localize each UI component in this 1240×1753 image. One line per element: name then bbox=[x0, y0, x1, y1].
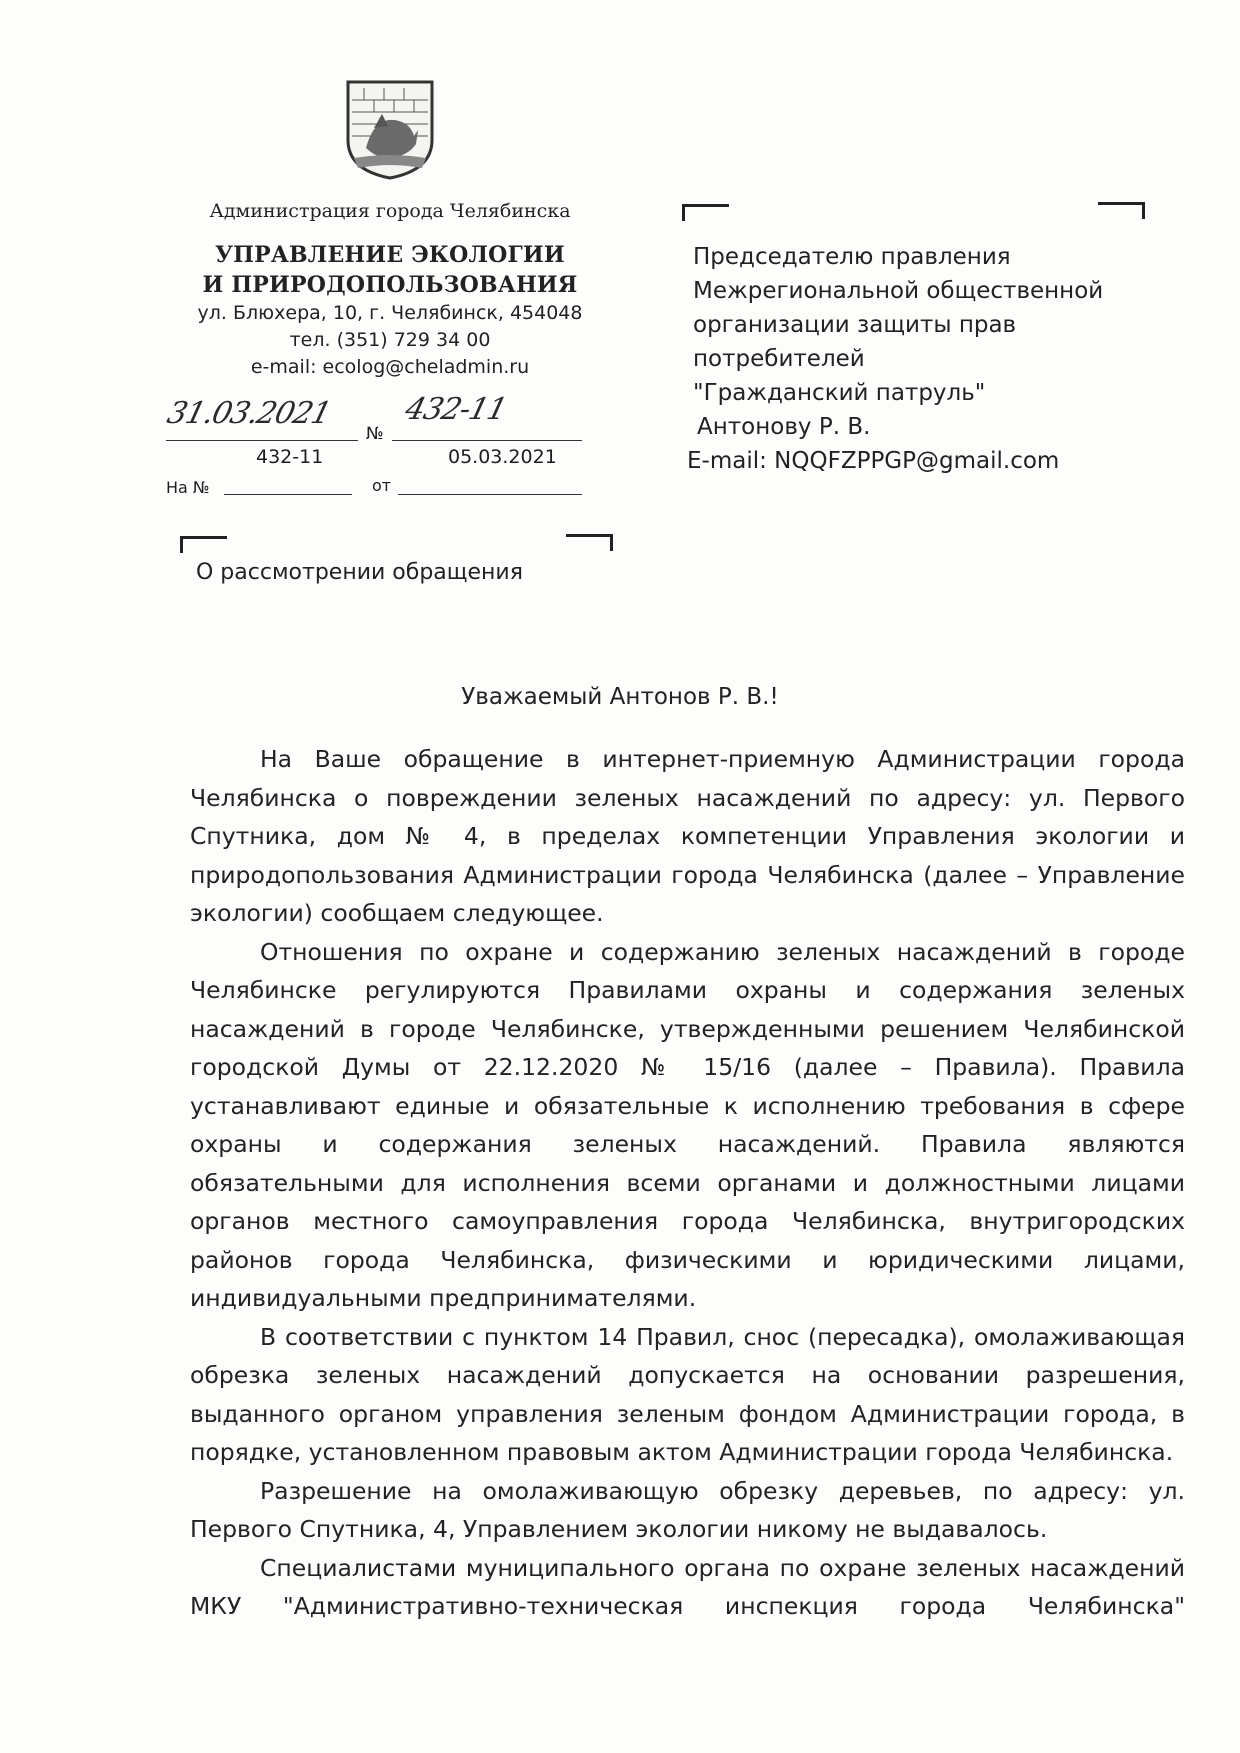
body-paragraph: В соответствии с пунктом 14 Правил, снос (пересадка), омолаживающая обрезка зеленых насаждений допускается на основании разрешения, выданного органом управления зеленым фондом Администрации города, в порядке, установленном правовым актом Администрации города Челябинска. bbox=[190, 1322, 1185, 1466]
coat-of-arms-icon bbox=[344, 78, 436, 180]
department-name-line2: И ПРИРОДОПОЛЬЗОВАНИЯ bbox=[202, 272, 578, 298]
department-email: e-mail: ecolog@cheladmin.ru bbox=[250, 356, 530, 378]
addressee-name: Антонову Р. В. bbox=[697, 414, 871, 440]
addressee-line: "Гражданский патруль" bbox=[693, 380, 986, 406]
addressee-block bbox=[687, 240, 1163, 478]
letter-body bbox=[190, 740, 1185, 1626]
body-paragraph: Отношения по охране и содержанию зеленых насаждений в городе Челябинске регулируются Правилами охраны и содержания зеленых насаждений в городе Челябинске, утвержденными решением Челябинской городской Думы от 22.12.2020 № 15/16 (далее – Правила). Правила устанавливают единые и обязательные к исполнению требования в сфере охраны и содержания зеленых насаждений. Правила являются обязательными для исполнения всеми органами и должностными лицами органов местного самоуправления города Челябинска, внутригородских районов города Челябинска, физическими и юридическими лицами, индивидуальными предпринимателями. bbox=[190, 937, 1185, 1312]
body-paragraph: Специалистами муниципального органа по охране зеленых насаждений МКУ "Административно-техническая инспекция города Челябинска" bbox=[190, 1553, 1185, 1620]
registration-date: 05.03.2021 bbox=[448, 446, 557, 468]
reference-date-label: от bbox=[372, 476, 392, 495]
registration-block bbox=[163, 392, 586, 497]
registration-number: 432-11 bbox=[256, 446, 324, 468]
addressee-line: организации защиты прав bbox=[693, 312, 1017, 338]
body-paragraph: Разрешение на омолаживающую обрезку деревьев, по адресу: ул. Первого Спутника, 4, Управлением экологии никому не выдавалось. bbox=[190, 1476, 1185, 1543]
handwritten-date: 31.03.2021 bbox=[163, 396, 335, 431]
addressee-email: E-mail: NQQFZPPGP@gmail.com bbox=[687, 448, 1060, 474]
reference-number-label: На № bbox=[166, 478, 210, 497]
letterhead bbox=[160, 200, 620, 381]
addressee-line: Председателю правления bbox=[693, 244, 1011, 270]
address-bracket-right bbox=[1098, 202, 1145, 219]
salutation: Уважаемый Антонов Р. В.! bbox=[461, 684, 779, 710]
department-address: ул. Блюхера, 10, г. Челябинск, 454048 bbox=[197, 302, 583, 324]
subject-bracket-right bbox=[566, 534, 613, 551]
letter-subject: О рассмотрении обращения bbox=[196, 560, 523, 585]
department-phone: тел. (351) 729 34 00 bbox=[289, 329, 491, 351]
subject-bracket-left bbox=[180, 536, 227, 553]
department-name-line1: УПРАВЛЕНИЕ ЭКОЛОГИИ bbox=[215, 242, 565, 268]
administration-name: Администрация города Челябинска bbox=[209, 200, 571, 222]
addressee-line: потребителей bbox=[693, 346, 865, 372]
addressee-line: Межрегиональной общественной bbox=[693, 278, 1104, 304]
address-bracket-left bbox=[682, 204, 729, 221]
handwritten-number: 432-11 bbox=[401, 392, 510, 427]
body-paragraph: На Ваше обращение в интернет-приемную Администрации города Челябинска о повреждении зеленых насаждений по адресу: ул. Первого Спутника, дом № 4, в пределах компетенции Управления экологии и природопользования Администрации города Челябинска (далее – Управление экологии) сообщаем следующее. bbox=[190, 745, 1185, 927]
number-sign: № bbox=[366, 424, 384, 444]
